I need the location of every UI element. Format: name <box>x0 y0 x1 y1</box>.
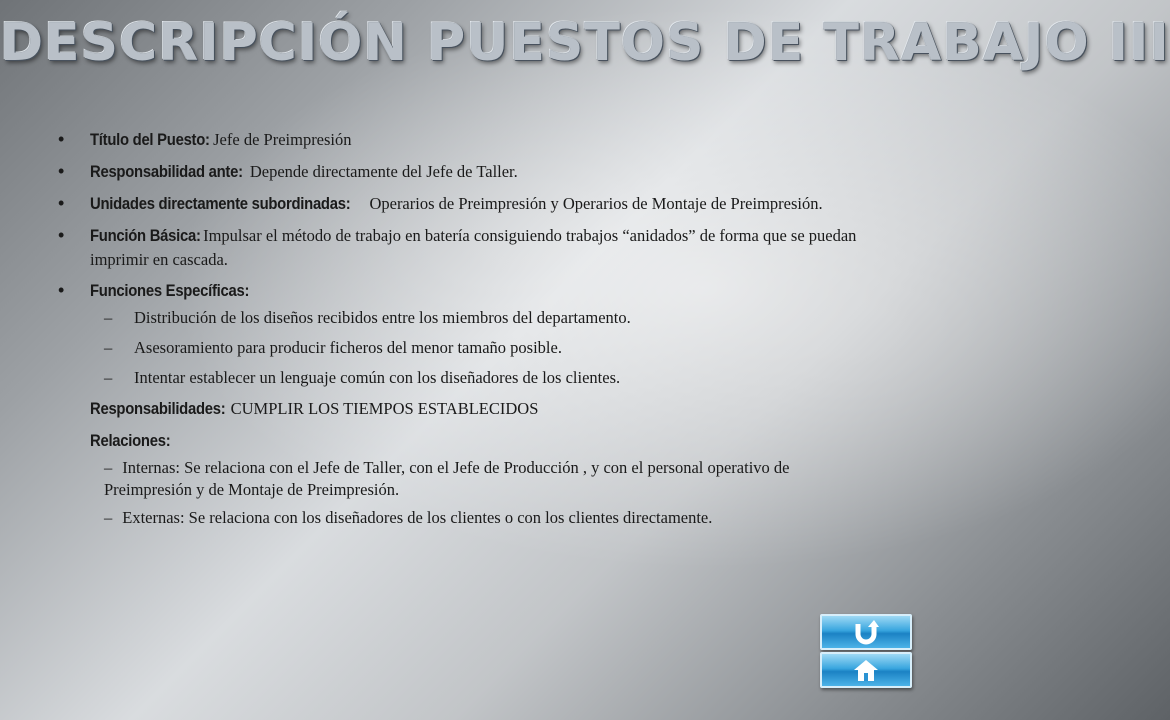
specific-function-text: Asesoramiento para producir ficheros del menor tamaño posible. <box>134 338 562 357</box>
list-item-responsibility <box>58 160 878 184</box>
relations-heading <box>58 429 878 453</box>
slide-title: DESCRIPCIÓN PUESTOS DE TRABAJO III <box>0 13 1170 73</box>
item-label: Título del Puesto: <box>90 131 210 149</box>
relation-item-external <box>58 507 878 529</box>
list-item-subordinates <box>58 192 878 216</box>
relation-item-internal <box>58 457 878 501</box>
dash-marker: – <box>104 308 113 327</box>
dash-marker: – <box>104 338 113 357</box>
item-text: Depende directamente del Jefe de Taller. <box>249 162 518 181</box>
dash-marker: – <box>104 508 113 527</box>
dash-marker: – <box>104 368 113 387</box>
home-icon <box>853 658 879 682</box>
specific-function-item <box>58 367 878 389</box>
item-label: Funciones Específicas: <box>90 282 250 300</box>
relations-label: Relaciones: <box>90 432 171 450</box>
list-item-basic-function <box>58 224 878 271</box>
specific-function-item <box>58 337 878 359</box>
item-label: Responsabilidad ante: <box>90 163 243 181</box>
responsibilities-label: Responsabilidades: <box>90 400 226 418</box>
back-button[interactable] <box>820 614 912 650</box>
dash-marker: – <box>104 458 113 477</box>
relation-text: Externas: Se relaciona con los diseñadores de los clientes o con los clientes directamente. <box>122 508 713 527</box>
specific-function-text: Intentar establecer un lenguaje común con los diseñadores de los clientes. <box>134 368 621 387</box>
item-text: Jefe de Preimpresión <box>213 130 352 149</box>
item-label: Función Básica: <box>90 227 201 245</box>
item-text: Operarios de Preimpresión y Operarios de Montaje de Preimpresión. <box>369 194 823 213</box>
responsibilities-line <box>58 397 878 421</box>
specific-function-item <box>58 307 878 329</box>
list-item-specific-functions <box>58 279 878 303</box>
return-arrow-icon <box>853 620 879 644</box>
home-button[interactable] <box>820 652 912 688</box>
slide-content <box>58 128 878 535</box>
list-item-job-title <box>58 128 878 152</box>
specific-function-text: Distribución de los diseños recibidos entre los miembros del departamento. <box>134 308 631 327</box>
item-label: Unidades directamente subordinadas: <box>90 195 351 213</box>
relation-text: Internas: Se relaciona con el Jefe de Taller, con el Jefe de Producción , y con el personal operativo de Preimpresión y de Montaje de Preimpresión. <box>104 458 790 499</box>
item-text: Impulsar el método de trabajo en batería consiguiendo trabajos “anidados” de forma que se puedan imprimir en cascada. <box>90 226 857 269</box>
responsibilities-text: CUMPLIR LOS TIEMPOS ESTABLECIDOS <box>230 399 539 418</box>
